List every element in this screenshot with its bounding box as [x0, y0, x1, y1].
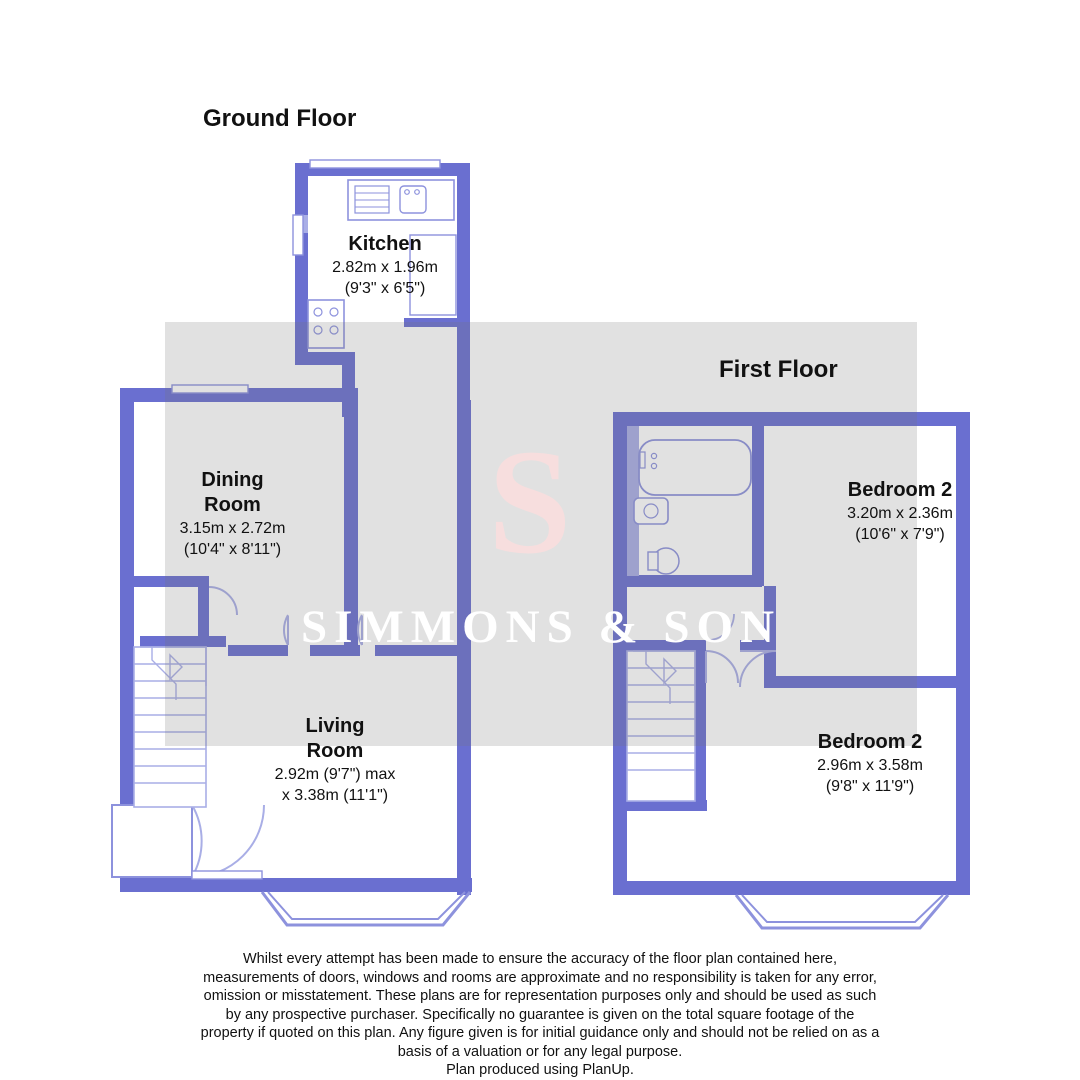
- bedroom-2-a-dim-metric: 3.20m x 2.36m: [847, 505, 953, 522]
- first-staircase: [627, 651, 695, 801]
- dining-dim-metric: 3.15m x 2.72m: [179, 520, 286, 537]
- room-label-dining-room: [110, 468, 355, 560]
- dining-name-line2: Room: [204, 494, 261, 516]
- room-label-living-room: [200, 714, 470, 806]
- disclaimer-line-2: measurements of doors, windows and rooms are approximate and no responsibility is taken for any error,: [203, 969, 877, 986]
- disclaimer-line-5: property if quoted on this plan. Any figure given is for initial guidance only and should not be relied on as a: [200, 1025, 880, 1041]
- watermark-brand-text: SIMMONS & SON: [300, 601, 782, 653]
- bedroom-2-b-name: Bedroom 2: [817, 731, 923, 753]
- first-floor-title: First Floor: [719, 356, 838, 383]
- bedroom-2-a-name: Bedroom 2: [847, 479, 953, 501]
- living-name-line1: Living: [305, 715, 365, 737]
- room-label-bedroom-2-b: [720, 730, 1020, 797]
- ground-floor-title: Ground Floor: [203, 105, 357, 132]
- disclaimer-line-4: by any prospective purchaser. Specifically no guarantee is given on the total square footage of the: [225, 1006, 855, 1023]
- dining-dim-imperial: (10'4" x 8'11"): [183, 541, 282, 558]
- kitchen-dim-imperial: (9'3" x 6'5"): [344, 280, 426, 297]
- disclaimer-line-1: Whilst every attempt has been made to ensure the accuracy of the floor plan contained here,: [242, 951, 838, 967]
- kitchen-name: Kitchen: [348, 233, 422, 255]
- bathroom-fittings: [634, 440, 751, 574]
- dining-name-line1: Dining: [201, 469, 264, 491]
- room-label-kitchen: [240, 232, 530, 299]
- bedroom-2-b-dim-metric: 2.96m x 3.58m: [817, 757, 923, 774]
- bedroom-2-a-dim-imperial: (10'6" x 7'9"): [855, 526, 945, 543]
- living-dim-imperial: x 3.38m (11'1"): [281, 787, 389, 804]
- disclaimer-text: [0, 950, 1080, 1080]
- disclaimer-line-3: omission or misstatement. These plans are for representation purposes only and should be used as such: [203, 988, 877, 1004]
- living-dim-metric: 2.92m (9'7") max: [274, 766, 396, 783]
- disclaimer-line-7: Plan produced using PlanUp.: [446, 1062, 634, 1078]
- ground-doors: [209, 587, 362, 645]
- kitchen-dim-metric: 2.82m x 1.96m: [332, 259, 438, 276]
- living-name-line2: Room: [306, 740, 364, 762]
- simmons-monogram-icon: S: [488, 419, 572, 585]
- ground-staircase: [134, 647, 206, 807]
- bedroom-2-b-dim-imperial: (9'8" x 11'9"): [825, 778, 915, 795]
- room-label-bedroom-2-a: [755, 478, 1045, 545]
- disclaimer-line-6: basis of a valuation or for any legal purpose.: [397, 1043, 683, 1060]
